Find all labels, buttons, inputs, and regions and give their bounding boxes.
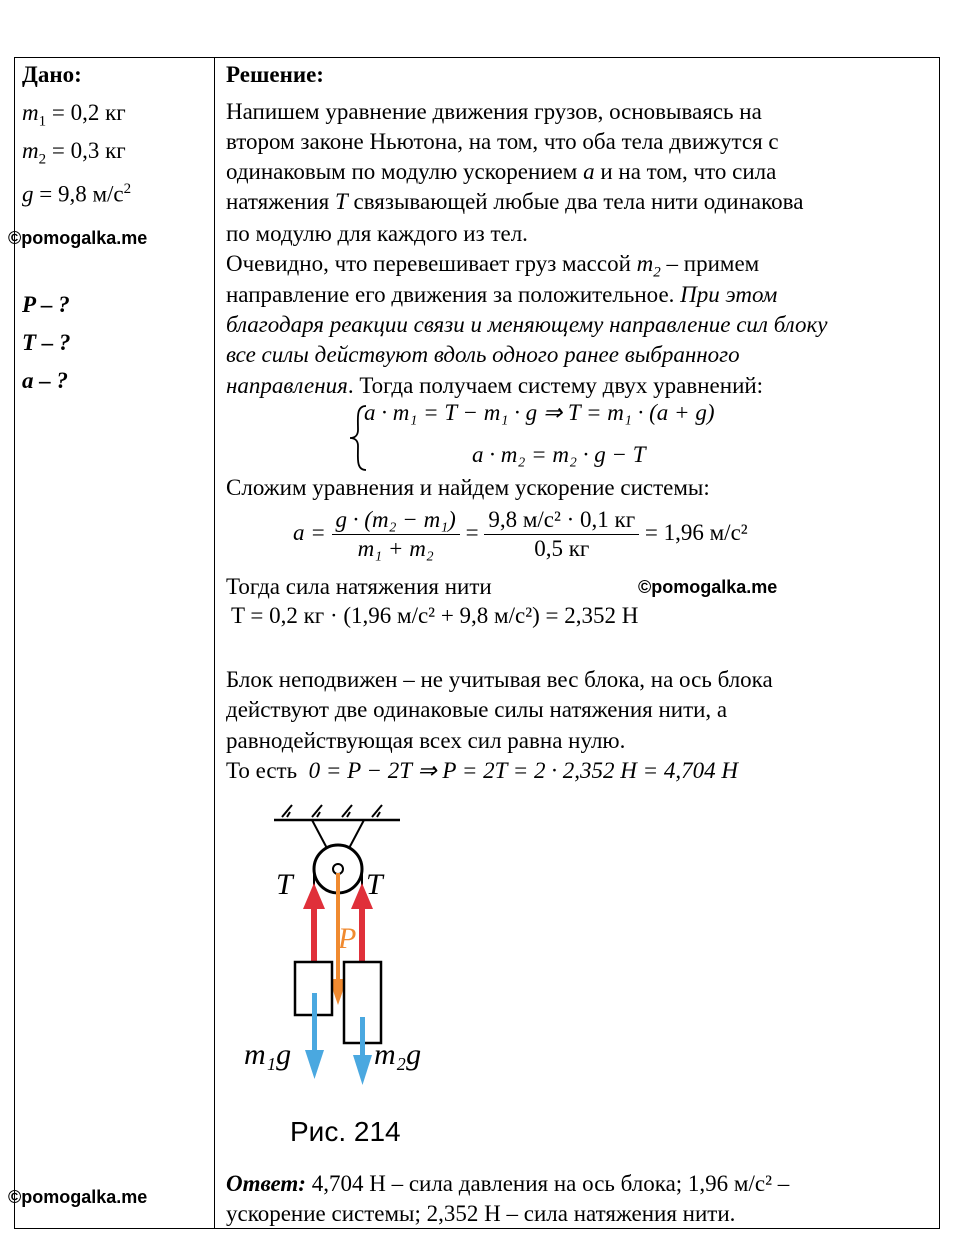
p5-line2: действуют две одинаковые силы натяжения нити, а (226, 697, 728, 722)
p1-line3a: одинаковым по модулю ускорением (226, 159, 578, 184)
given-header: Дано: (22, 62, 82, 87)
figure-caption: Рис. 214 (290, 1116, 401, 1147)
p6 (226, 756, 738, 786)
m2-symbol: m (22, 138, 39, 163)
find-P: P – ? (22, 292, 70, 317)
label-m2g: m₂g (374, 1038, 422, 1071)
label-P: P (338, 922, 357, 955)
p4: Тогда сила натяжения нити (226, 574, 492, 599)
p2a: Очевидно, что перевешивает груз массой (226, 251, 631, 276)
p1-line3b: и на том, что сила (600, 159, 777, 184)
p2h: . Тогда получаем систему двух уравнений: (347, 373, 764, 398)
acc-num1: g · (m₂ − m₁) (332, 507, 460, 535)
answer-line2: ускорение системы; 2,352 Н – сила натяжения нити. (226, 1201, 736, 1226)
m2-sub: 2 (38, 151, 47, 168)
g-sup: 2 (123, 181, 132, 197)
solution-header: Решение: (226, 62, 324, 87)
p1-line4: натяжения T связывающей любые два тела нити одинакова (226, 189, 804, 214)
p1-line3: одинаковым по модулю ускорением a и на том, что сила (226, 159, 777, 184)
acc-num2: 9,8 м/с² · 0,1 кг (484, 507, 639, 535)
label-T-left: T (276, 868, 293, 901)
watermark-1: ©pomogalka.me (8, 228, 148, 248)
p1-line4b: связывающей любые два тела нити одинакова (347, 189, 804, 214)
label-m1g: m₁g (244, 1038, 292, 1071)
p5-line1: Блок неподвижен – не учитывая вес блока, на ось блока (226, 667, 773, 692)
p2-line4: все силы действуют вдоль одного ранее выбранного (226, 342, 740, 367)
p3: Сложим уравнения и найдем ускорение системы: (226, 475, 710, 500)
p5-line3: равнодействующая всех сил равна нулю. (226, 728, 626, 753)
column-divider (214, 57, 215, 1229)
acceleration-formula: a = $\frac{\text{g · (m₂ − m₁)}}{\text{m₁ + m₂}}$ = $\frac{\text{9,8 м/с² · 0,1 кг}}{0,5 кг}$ = 1,96 м/с² (293, 507, 748, 561)
p2g: направления (226, 373, 348, 398)
label-T-right: T (366, 868, 383, 901)
equation-T: T = 0,2 кг · (1,96 м/с² + 9,8 м/с²) = 2,352 Н (231, 603, 639, 628)
acc-den2: 0,5 кг (534, 536, 590, 561)
answer-label: Ответ: (226, 1171, 306, 1196)
p6b: 0 = P − 2T ⇒ P = 2T = 2 · 2,352 Н = 4,704 Н (308, 758, 738, 783)
p1-line1: Напишем уравнение движения грузов, основываясь на (226, 99, 762, 124)
p1-line2: втором законе Ньютона, на том, что оба тела движутся с (226, 129, 779, 154)
p6a: То есть (226, 758, 298, 783)
p2-line1: Очевидно, что перевешивает груз массой $m_2$ – примем (226, 251, 760, 281)
m1-value: = 0,2 кг (46, 100, 126, 125)
given-m2 (22, 136, 126, 175)
p2-line2 (226, 280, 777, 310)
m1-symbol: m (22, 100, 39, 125)
acc-den1: m₁ + m₂ (357, 536, 434, 561)
given-g (22, 174, 131, 210)
p2-line3: благодаря реакции связи и меняющему направление сил блоку (226, 312, 828, 337)
watermark-3: ©pomogalka.me (638, 577, 778, 597)
p2-line5 (226, 371, 763, 401)
answer-text1: 4,704 Н – сила давления на ось блока; 1,96 м/с² – (305, 1171, 790, 1196)
acc-lhs: a = (293, 519, 326, 545)
p1-line5: по модулю для каждого из тел. (226, 221, 528, 246)
acc-frac1 (332, 507, 460, 562)
acc-frac2 (484, 507, 639, 562)
p2c: направление его движения за положительное. (226, 282, 675, 307)
p2d: При этом (674, 282, 778, 307)
g-symbol: g (22, 181, 34, 207)
p2b: – примем (660, 251, 760, 276)
m1-sub: 1 (38, 113, 47, 130)
g-value: = 9,8 м/с (33, 181, 124, 207)
equation-2: a · m₂ = m₂ · g − T (472, 442, 646, 467)
p1-line4a: натяжения (226, 189, 330, 214)
find-T: T – ? (22, 330, 71, 355)
given-m1 (22, 98, 126, 137)
find-a: a – ? (22, 368, 68, 393)
answer-line1 (226, 1169, 789, 1199)
acc-result: = 1,96 м/с² (644, 519, 748, 545)
m2-value: = 0,3 кг (46, 138, 126, 163)
ceiling-hatch (282, 805, 382, 817)
equation-1: a · m₁ = T − m₁ · g ⇒ T = m₁ · (a + g) (364, 400, 715, 425)
watermark-2: ©pomogalka.me (8, 1187, 148, 1207)
